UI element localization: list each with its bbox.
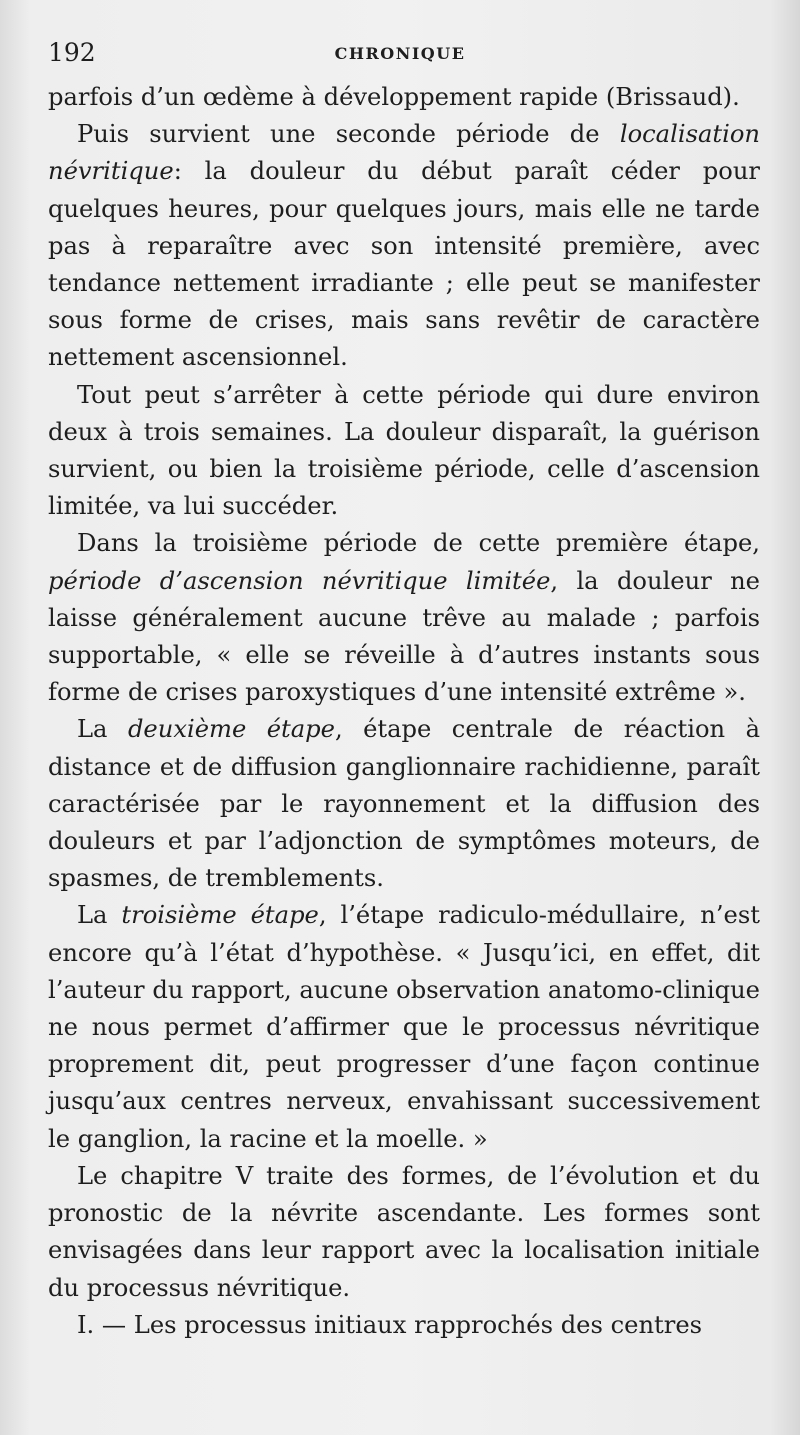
- page-header: [48, 36, 752, 72]
- italic-phrase: période d’ascension névritique limitée: [48, 566, 551, 595]
- paragraph: [48, 1307, 760, 1344]
- text-run: : la douleur du début paraît céder pour quelques heures, pour quelques jours, mais elle ne tarde pas à reparaître avec son intensité première, avec tendance nettement irradiante ; elle peut se manifester sous forme de crises, mais sans revêtir de caractère nettement ascensionnel.: [48, 157, 760, 372]
- text-run: parfois d’un œdème à développement rapide (Brissaud).: [48, 83, 740, 111]
- paragraph: [48, 525, 760, 711]
- page-number: 192: [48, 38, 96, 67]
- italic-phrase: deuxième étape: [127, 715, 335, 744]
- text-run: Dans la troisième période de cette première étape,: [77, 529, 760, 558]
- paragraph: [48, 377, 760, 526]
- text-run: La: [77, 715, 128, 744]
- text-run: , étape centrale de réaction à distance et de diffusion ganglionnaire rachidienne, paraît caractérisée par le rayonnement et la diffusion des douleurs et par l’adjonction de symptômes moteurs, de spasmes, de tremblements.: [48, 715, 761, 893]
- paragraph: [48, 711, 760, 897]
- italic-phrase: localisation névritique: [48, 120, 760, 186]
- paragraph: [48, 79, 760, 116]
- text-run: Tout peut s’arrêter à cette période qui dure environ deux à trois semaines. La douleur disparaît, la guérison survient, ou bien la troisième période, celle d’ascension limitée, va lui succéder.: [48, 380, 760, 521]
- paragraph: [48, 1158, 760, 1307]
- paragraph: [48, 116, 760, 376]
- italic-phrase: troisième étape: [121, 901, 319, 930]
- text-run: Puis survient une seconde période de: [77, 120, 620, 149]
- text-run: , l’étape radiculo-médullaire, n’est encore qu’à l’état d’hypothèse. « Jusqu’ici, en effet, dit l’auteur du rapport, aucune observation anatomo-clinique ne nous permet d’affirmer que le processus névritique proprement dit, peut progresser d’une façon continue jusqu’aux centres nerveux, envahissant successivement le ganglion, la racine et la moelle. »: [48, 901, 761, 1153]
- paragraph: [48, 897, 760, 1157]
- text-run: Le chapitre V traite des formes, de l’évolution et du pronostic de la névrite ascendante. Les formes sont envisagées dans leur rapport avec la localisation initiale du processus névritique.: [48, 1161, 760, 1302]
- text-run: I. — Les processus initiaux rapprochés des centres: [77, 1310, 703, 1339]
- text-run: , la douleur ne laisse généralement aucune trêve au malade ; parfois supportable, « elle se réveille à d’autres instants sous forme de crises paroxystiques d’une intensité extrême ».: [48, 566, 760, 707]
- body-text: [48, 79, 760, 1344]
- running-head: CHRONIQUE: [334, 44, 466, 63]
- text-run: La: [77, 901, 122, 930]
